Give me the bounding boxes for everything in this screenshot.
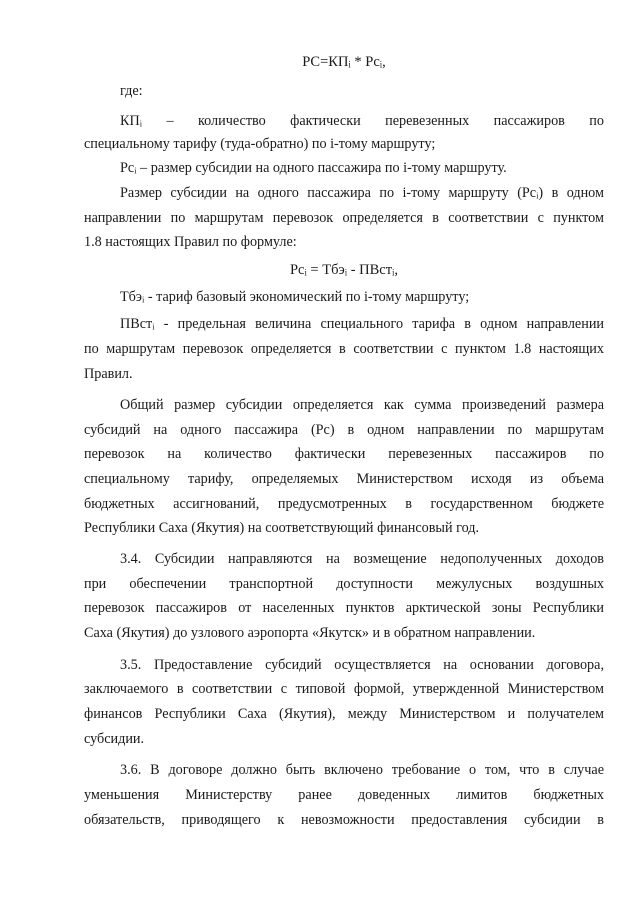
definition-tbe: Тбэᵢ - тариф базовый экономический по i-тому маршруту;	[120, 289, 470, 305]
definition-kp-line-1: КПᵢ – количество фактически перевезенных пассажиров по	[120, 113, 604, 129]
paragraph-subsidy-size-line-3: 1.8 настоящих Правил по формуле:	[84, 234, 297, 250]
paragraph-3-6-line-2: уменьшения Министерству ранее доведенных лимитов бюджетных	[84, 787, 604, 803]
definition-pvst-line-3: Правил.	[84, 366, 133, 382]
paragraph-3-5-line-3: финансов Республики Саха (Якутия), между Министерством и получателем	[84, 706, 604, 722]
paragraph-3-4-line-4: Саха (Якутия) до узлового аэропорта «Якутск» и в обратном направлении.	[84, 625, 536, 641]
paragraph-total-line-2: субсидий на одного пассажира (Рс) в одном направлении по маршрутам	[84, 422, 604, 438]
paragraph-subsidy-size-line-1: Размер субсидии на одного пассажира по i-тому маршруту (Рсᵢ) в одном	[120, 185, 604, 201]
paragraph-total-line-5: бюджетных ассигнований, предусмотренных в государственном бюджете	[84, 496, 604, 512]
paragraph-3-4-line-2: при обеспечении транспортной доступности межулусных воздушных	[84, 576, 604, 592]
paragraph-3-5-line-1: 3.5. Предоставление субсидий осуществляется на основании договора,	[120, 657, 604, 673]
paragraph-3-6-line-3: обязательств, приводящего к невозможности предоставления субсидии в	[84, 812, 604, 828]
paragraph-subsidy-size-line-2: направлении по маршрутам перевозок определяется в соответствии с пунктом	[84, 210, 604, 226]
definition-pvst-line-1: ПВстᵢ - предельная величина специального тарифа в одном направлении	[120, 316, 604, 332]
paragraph-3-6-line-1: 3.6. В договоре должно быть включено требование о том, что в случае	[120, 762, 604, 778]
paragraph-3-4-line-1: 3.4. Субсидии направляются на возмещение недополученных доходов	[120, 551, 604, 567]
paragraph-3-5-line-2: заключаемого в соответствии с типовой формой, утвержденной Министерством	[84, 681, 604, 697]
formula-rs: РС=КПᵢ * Рсᵢ,	[302, 54, 386, 70]
paragraph-total-line-1: Общий размер субсидии определяется как сумма произведений размера	[120, 397, 604, 413]
paragraph-3-5-line-4: субсидии.	[84, 731, 145, 747]
where-label: где:	[120, 83, 143, 99]
formula-pc: Рсᵢ = Тбэᵢ - ПВстᵢ,	[289, 262, 399, 278]
paragraph-3-4-line-3: перевозок пассажиров от населенных пунктов арктической зоны Республики	[84, 600, 604, 616]
definition-pvst-line-2: по маршрутам перевозок определяется в соответствии с пунктом 1.8 настоящих	[84, 341, 604, 357]
paragraph-total-line-4: специальному тарифу, определяемых Министерством исходя из объема	[84, 471, 604, 487]
paragraph-total-line-6: Республики Саха (Якутия) на соответствующий финансовый год.	[84, 520, 480, 536]
paragraph-total-line-3: перевозок на количество фактически перевезенных пассажиров по	[84, 446, 604, 462]
definition-pc: Рсᵢ – размер субсидии на одного пассажира по i-тому маршруту.	[120, 160, 507, 176]
definition-kp-line-2: специальному тарифу (туда-обратно) по i-тому маршруту;	[84, 136, 436, 152]
